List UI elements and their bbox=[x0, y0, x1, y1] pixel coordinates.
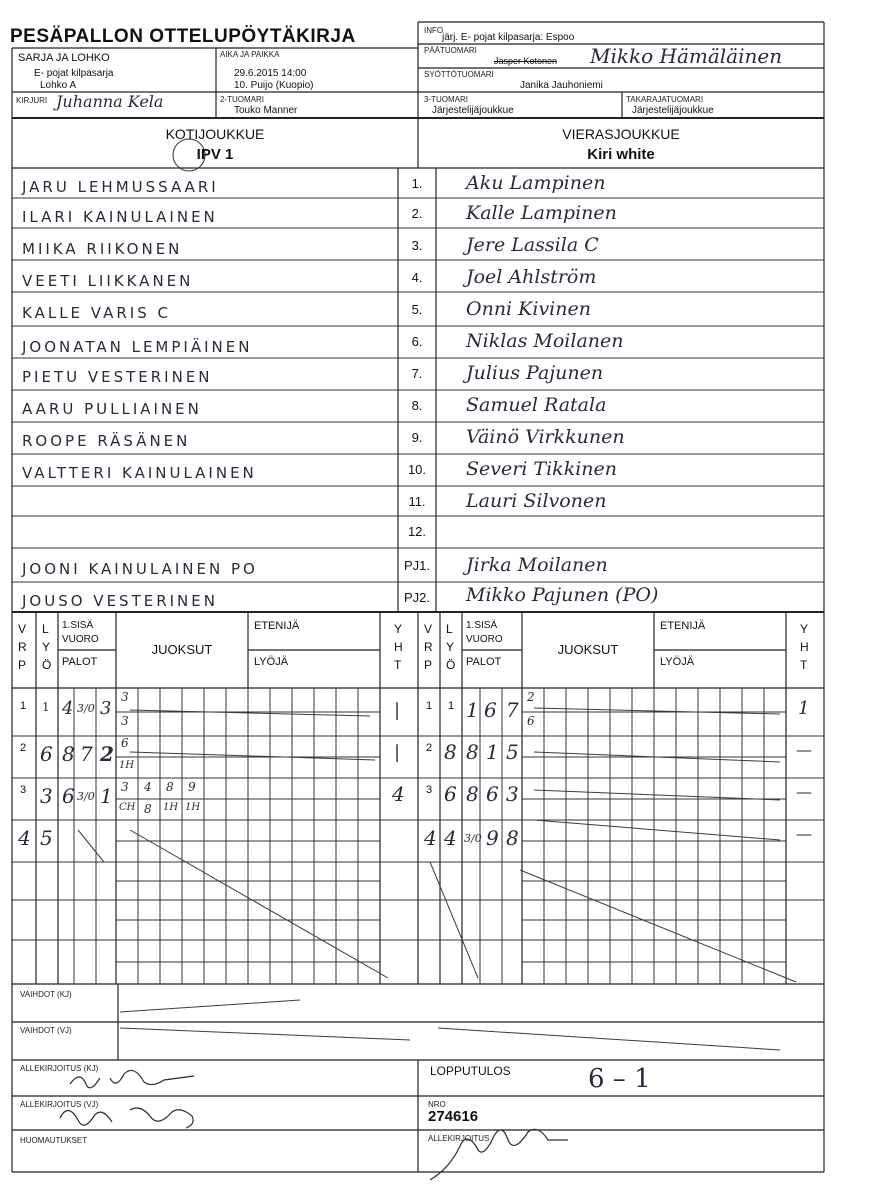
away-palot-4b: 9 bbox=[486, 826, 499, 850]
home-etenija-3a: 3 bbox=[121, 780, 129, 794]
col-palot: PALOT bbox=[62, 656, 98, 668]
roster-number-6: 6. bbox=[411, 334, 423, 349]
signature-referee bbox=[430, 1129, 568, 1180]
chief-umpire-value: Jasper Kotonen bbox=[494, 56, 558, 66]
away-player-9: Väinö Virkkunen bbox=[466, 426, 625, 448]
col-juoksut: JUOKSUT bbox=[151, 642, 213, 657]
home-lyo-2: 6 bbox=[40, 742, 53, 766]
pitch-umpire-value: Janika Jauhoniemi bbox=[520, 80, 603, 91]
away-col-juoksut: JUOKSUT bbox=[557, 642, 619, 657]
series-label: SARJA JA LOHKO bbox=[18, 52, 110, 64]
home-etenija-3d: 9 bbox=[188, 780, 196, 794]
away-palot-2b: 1 bbox=[486, 740, 499, 764]
home-palot-3a: 6 bbox=[62, 784, 75, 808]
roster-number-3: 3. bbox=[411, 238, 423, 253]
away-player-2: Kalle Lampinen bbox=[466, 202, 617, 224]
place-value: 10. Puijo (Kuopio) bbox=[234, 80, 314, 91]
home-vrp-4: 4 bbox=[18, 826, 31, 850]
away-team-label: VIERASJOUKKUE bbox=[562, 126, 680, 142]
away-col-lyoja: LYÖJÄ bbox=[660, 656, 695, 668]
home-lyo-1: 1 bbox=[42, 700, 50, 714]
home-player-4: VEETI LIIKKANEN bbox=[22, 272, 194, 290]
umpire2-label: 2-TUOMARI bbox=[220, 95, 264, 104]
home-etenija-3c: 8 bbox=[166, 780, 174, 794]
away-player-6: Niklas Moilanen bbox=[466, 330, 624, 352]
home-player-9: ROOPE RÄSÄNEN bbox=[22, 432, 191, 450]
home-player-3: MIIKA RIIKONEN bbox=[22, 240, 183, 258]
pitch-umpire-label: SYÖTTÖTUOMARI bbox=[424, 70, 494, 79]
home-player-5: KALLE VARIS C bbox=[22, 304, 171, 322]
home-lyoja-1: 3 bbox=[121, 714, 129, 728]
away-player-5: Onni Kivinen bbox=[466, 298, 591, 320]
col-yht-y: Y bbox=[394, 622, 403, 636]
result-value: 6 – 1 bbox=[588, 1064, 651, 1094]
away-col-o: Ö bbox=[446, 658, 456, 672]
away-palot-1c: 7 bbox=[506, 698, 519, 722]
back-umpire-value: Järjestelijäjoukkue bbox=[632, 105, 714, 116]
notes-label: HUOMAUTUKSET bbox=[20, 1136, 88, 1145]
roster-number-5: 5. bbox=[411, 302, 423, 317]
away-vrp-3: 3 bbox=[426, 784, 433, 796]
home-coach-2: JOUSO VESTERINEN bbox=[22, 592, 218, 610]
home-vrp-1: 1 bbox=[20, 700, 27, 712]
away-col-r: R bbox=[424, 640, 433, 654]
roster-number-12: 12. bbox=[407, 524, 427, 539]
home-team-name: IPV 1 bbox=[196, 146, 234, 163]
home-yht-3: 4 bbox=[392, 782, 405, 806]
home-palot-3b: 3/0 bbox=[77, 790, 95, 803]
away-player-10: Severi Tikkinen bbox=[466, 458, 618, 480]
roster-number-8: 8. bbox=[411, 398, 423, 413]
away-player-3: Jere Lassila C bbox=[466, 234, 599, 256]
home-palot-2a: 8 bbox=[62, 742, 75, 766]
home-palot-1c: 3 bbox=[100, 698, 112, 719]
home-coach-1: JOONI KAINULAINEN PO bbox=[22, 560, 258, 578]
away-col-p: P bbox=[424, 658, 433, 672]
away-lyoja-1: 6 bbox=[527, 714, 535, 728]
home-palot-2c: 2 bbox=[100, 742, 114, 766]
away-lyo-2: 8 bbox=[444, 740, 457, 764]
home-player-7: PIETU VESTERINEN bbox=[22, 368, 213, 386]
series-value-1: E- pojat kilpasarja bbox=[34, 68, 114, 79]
away-col-l: L bbox=[446, 622, 453, 636]
col-lyoja: LYÖJÄ bbox=[254, 656, 289, 668]
away-vrp-4: 4 bbox=[424, 826, 437, 850]
away-player-4: Joel Ahlström bbox=[466, 266, 597, 288]
away-yht-4: — bbox=[796, 824, 812, 843]
roster-number-pj1: PJ1. bbox=[403, 558, 430, 573]
home-lyoja-3c: 1H bbox=[163, 802, 179, 813]
home-palot-1a: 4 bbox=[62, 698, 74, 719]
home-player-2: ILARI KAINULAINEN bbox=[22, 208, 218, 226]
roster-number-10: 10. bbox=[407, 462, 427, 477]
away-vrp-2: 2 bbox=[426, 742, 433, 754]
away-palot-4c: 8 bbox=[506, 826, 519, 850]
roster-number-1: 1. bbox=[411, 176, 423, 191]
series-value-2: Lohko A bbox=[40, 80, 77, 91]
away-yht-1: 1 bbox=[798, 698, 810, 719]
away-lyo-1: 1 bbox=[448, 700, 455, 712]
away-player-7: Julius Pajunen bbox=[466, 362, 604, 384]
away-col-yht-t: T bbox=[800, 658, 808, 672]
away-col-y: Y bbox=[446, 640, 455, 654]
info-value: järj. E- pojat kilpasarja: Espoo bbox=[442, 32, 575, 43]
col-l: L bbox=[42, 622, 49, 636]
away-yht-2: — bbox=[796, 740, 812, 759]
sign-label: ALLEKIRJOITUS bbox=[428, 1134, 490, 1143]
col-etenija: ETENIJÄ bbox=[254, 620, 300, 632]
col-p: P bbox=[18, 658, 27, 672]
home-team-label: KOTIJOUKKUE bbox=[165, 126, 265, 142]
umpire2-value: Touko Manner bbox=[234, 105, 298, 116]
nro-value: 274616 bbox=[428, 1108, 479, 1125]
col-yht-t: T bbox=[394, 658, 402, 672]
away-player-8: Samuel Ratala bbox=[466, 394, 607, 416]
signature-away bbox=[60, 1108, 193, 1128]
home-etenija-1: 3 bbox=[121, 690, 129, 704]
home-player-1: JARU LEHMUSSAARI bbox=[22, 178, 219, 196]
away-col-yht-y: Y bbox=[800, 622, 809, 636]
away-team-name: Kiri white bbox=[587, 146, 655, 163]
col-inning: 1.SISÄ bbox=[62, 620, 94, 631]
col-yht-h: H bbox=[394, 640, 403, 654]
away-palot-3c: 3 bbox=[506, 782, 519, 806]
away-col-inning: 1.SISÄ bbox=[466, 620, 498, 631]
chief-umpire-label: PÄÄTUOMARI bbox=[424, 46, 477, 55]
home-lyoja-3d: 1H bbox=[185, 802, 201, 813]
away-col-v: V bbox=[424, 622, 433, 636]
away-lyo-3: 6 bbox=[444, 782, 457, 806]
umpire3-label: 3-TUOMARI bbox=[424, 95, 468, 104]
away-yht-3: — bbox=[796, 782, 812, 801]
chief-umpire-handwritten: Mikko Hämäläinen bbox=[590, 44, 783, 68]
scorer-value: Juhanna Kela bbox=[56, 92, 164, 111]
nro-label: NRO bbox=[428, 1100, 446, 1109]
home-lyo-3: 3 bbox=[40, 784, 53, 808]
home-lyoja-3a: CH bbox=[119, 802, 136, 813]
roster-number-7: 7. bbox=[411, 366, 423, 381]
scorer-label: KIRJURI bbox=[16, 96, 48, 105]
home-palot-3c: 1 bbox=[100, 784, 113, 808]
away-palot-2c: 5 bbox=[506, 740, 519, 764]
roster-number-2: 2. bbox=[411, 206, 423, 221]
roster-number-11: 11. bbox=[408, 494, 426, 509]
away-palot-3a: 8 bbox=[466, 782, 479, 806]
away-coach-2: Mikko Pajunen (PO) bbox=[466, 584, 659, 606]
away-lyo-4: 4 bbox=[444, 826, 457, 850]
away-col-palot: PALOT bbox=[466, 656, 502, 668]
away-col-etenija: ETENIJÄ bbox=[660, 620, 706, 632]
away-player-1: Aku Lampinen bbox=[466, 172, 606, 194]
col-o: Ö bbox=[42, 658, 52, 672]
away-palot-1a: 1 bbox=[466, 698, 479, 722]
away-vrp-1: 1 bbox=[426, 700, 433, 712]
subs-away-label: VAIHDOT (VJ) bbox=[20, 1026, 72, 1035]
away-palot-4a: 3/0 bbox=[464, 832, 482, 845]
away-col-vuoro: VUORO bbox=[466, 634, 503, 645]
umpire3-value: Järjestelijäjoukkue bbox=[432, 105, 514, 116]
home-etenija-3b: 4 bbox=[144, 780, 152, 794]
home-etenija-2: 6 bbox=[121, 736, 129, 750]
col-r: R bbox=[18, 640, 27, 654]
away-palot-1b: 6 bbox=[484, 698, 497, 722]
roster-number-4: 4. bbox=[411, 270, 423, 285]
sign-away-label: ALLEKIRJOITUS (VJ) bbox=[20, 1100, 99, 1109]
home-lyo-4: 5 bbox=[40, 826, 53, 850]
home-yht-1: | bbox=[394, 700, 401, 721]
home-yht-2: | bbox=[394, 742, 401, 763]
col-vuoro: VUORO bbox=[62, 634, 99, 645]
roster-number-pj2: PJ2. bbox=[403, 590, 430, 605]
home-lyoja-2: 1H bbox=[119, 760, 135, 771]
away-coach-1: Jirka Moilanen bbox=[466, 554, 608, 576]
away-etenija-1: 2 bbox=[527, 690, 535, 704]
time-value: 29.6.2015 14:00 bbox=[234, 68, 307, 79]
home-player-10: VALTTERI KAINULAINEN bbox=[22, 464, 257, 482]
sign-home-label: ALLEKIRJOITUS (KJ) bbox=[20, 1064, 99, 1073]
away-palot-3b: 6 bbox=[486, 782, 499, 806]
time-place-label: AIKA JA PAIKKA bbox=[220, 50, 280, 59]
away-player-11: Lauri Silvonen bbox=[466, 490, 607, 512]
result-label: LOPPUTULOS bbox=[430, 1064, 511, 1078]
home-lyoja-3b: 8 bbox=[144, 802, 152, 816]
signature-home bbox=[70, 1070, 194, 1087]
away-palot-2a: 8 bbox=[466, 740, 479, 764]
home-vrp-2: 2 bbox=[20, 742, 27, 754]
home-player-8: AARU PULLIAINEN bbox=[22, 400, 202, 418]
home-palot-2b: 7 bbox=[80, 742, 93, 766]
subs-home-label: VAIHDOT (KJ) bbox=[20, 990, 72, 999]
form-title: PESÄPALLON OTTELUPÖYTÄKIRJA bbox=[10, 26, 356, 47]
home-player-6: JOONATAN LEMPIÄINEN bbox=[22, 338, 253, 356]
info-label: INFO bbox=[424, 26, 444, 35]
back-umpire-label: TAKARAJATUOMARI bbox=[626, 95, 704, 104]
col-y: Y bbox=[42, 640, 51, 654]
away-col-yht-h: H bbox=[800, 640, 809, 654]
roster-number-9: 9. bbox=[411, 430, 423, 445]
home-vrp-3: 3 bbox=[20, 784, 27, 796]
col-v: V bbox=[18, 622, 27, 636]
home-palot-1b: 3/0 bbox=[77, 702, 95, 715]
